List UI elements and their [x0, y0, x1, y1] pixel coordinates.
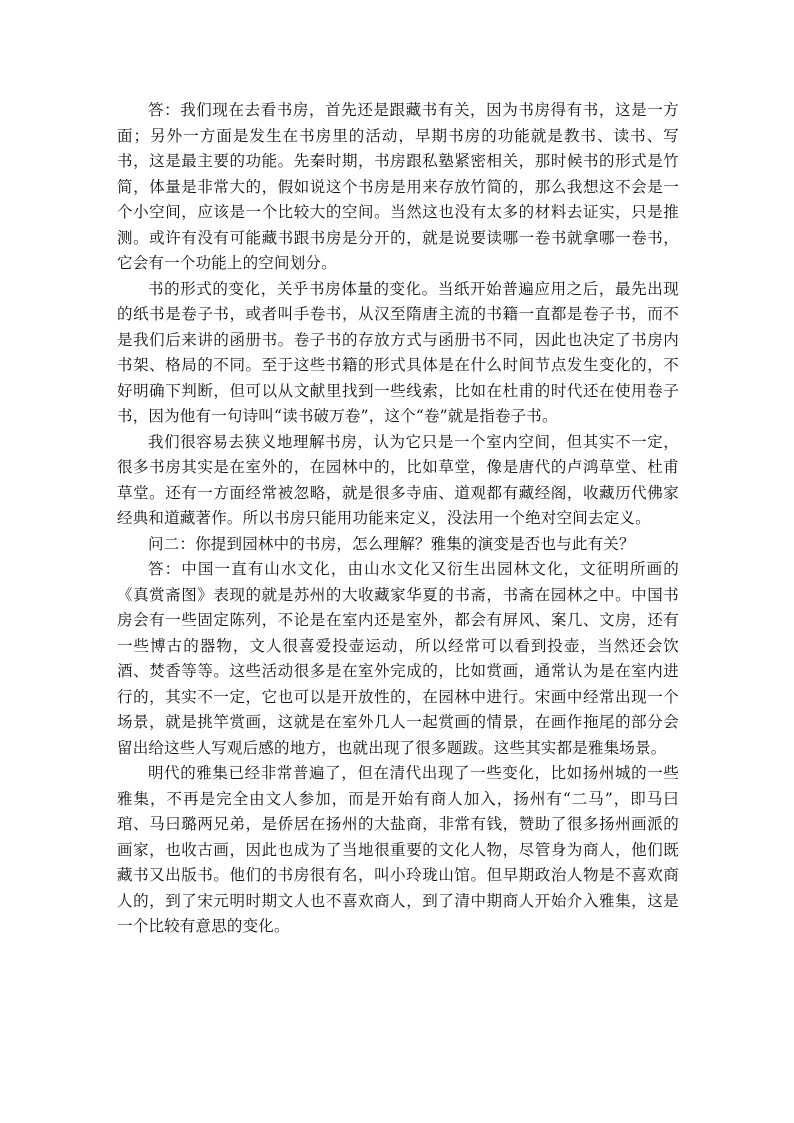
paragraph-outdoor-studies: 我们很容易去狭义地理解书房，认为它只是一个室内空间，但其实不一定，很多书房其实是在室外的，在园林中的，比如草堂，像是唐代的卢鸿草堂、杜甫草堂。还有一方面经常被忽略，就是很多寺庙、道观都有藏经阁，收藏历代佛家经典和道藏著作。所以书房只能用功能来定义，没法用一个绝对空间去定义。	[117, 432, 679, 527]
paragraph-book-forms: 书的形式的变化，关乎书房体量的变化。当纸开始普遍应用之后，最先出现的纸书是卷子书，或者叫手卷书，从汉至隋唐主流的书籍一直都是卷子书，而不是我们后来讲的函册书。卷子书的存放方式与函册书不同，因此也决定了书房内书架、格局的不同。至于这些书籍的形式具体是在什么时间节点发生变化的，不好明确下判断，但可以从文献里找到一些线索，比如在杜甫的时代还在使用卷子书，因为他有一句诗叫“读书破万卷”，这个“卷”就是指卷子书。	[117, 279, 679, 425]
paragraph-answer-1: 答：我们现在去看书房，首先还是跟藏书有关，因为书房得有书，这是一方面；另外一方面是发生在书房里的活动，早期书房的功能就是教书、读书、写书，这是最主要的功能。先秦时期，书房跟私塾紧密相关，那时候书的形式是竹简，体量是非常大的，假如说这个书房是用来存放竹简的，那么我想这不会是一个小空间，应该是一个比较大的空间。当然这也没有太多的材料去证实，只是推测。或许有没有可能藏书跟书房是分开的，就是说要读哪一卷书就拿哪一卷书，它会有一个功能上的空间划分。	[117, 101, 679, 272]
document-body	[117, 98, 679, 940]
paragraph-question-2: 问二：你提到园林中的书房，怎么理解？雅集的演变是否也与此有关？	[148, 534, 635, 553]
paragraph-answer-2: 答：中国一直有山水文化，由山水文化又衍生出园林文化，文征明所画的《真赏斋图》表现的就是苏州的大收藏家华夏的书斋，书斋在园林之中。中国书房会有一些固定陈列，不论是在室内还是室外，都会有屏风、案几、文房，还有一些博古的器物，文人很喜爱投壶运动，所以经常可以看到投壶，当然还会饮酒、焚香等等。这些活动很多是在室外完成的，比如赏画，通常认为是在室内进行的，其实不一定，它也可以是开放性的，在园林中进行。宋画中经常出现一个场景，就是挑竿赏画，这就是在室外几人一起赏画的情景，在画作拖尾的部分会留出给这些人写观后感的地方，也就出现了很多题跋。这些其实都是雅集场景。	[117, 560, 679, 757]
paragraph-ming-qing-gatherings: 明代的雅集已经非常普遍了，但在清代出现了一些变化，比如扬州城的一些雅集，不再是完全由文人参加，而是开始有商人加入，扬州有“二马”，即马曰琯、马曰璐两兄弟，是侨居在扬州的大盐商，非常有钱，赞助了很多扬州画派的画家，也收古画，因此也成为了当地很重要的文化人物，尽管身为商人，他们既藏书又出版书。他们的书房很有名，叫小玲珑山馆。但早期政治人物是不喜欢商人的，到了宋元明时期文人也不喜欢商人，到了清中期商人开始介入雅集，这是一个比较有意思的变化。	[117, 764, 679, 935]
